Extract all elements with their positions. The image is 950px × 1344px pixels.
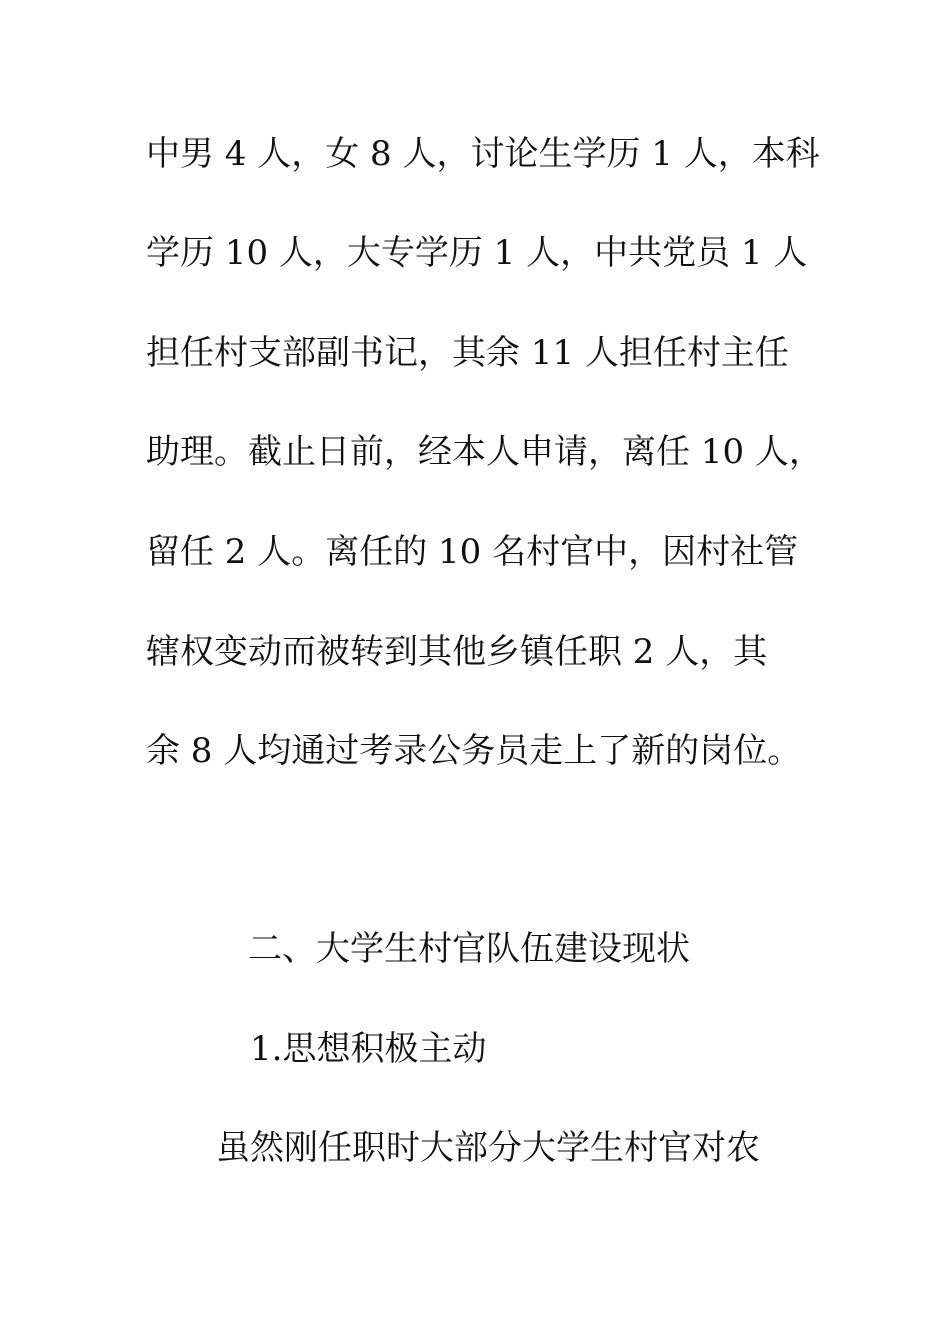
section-heading: 二、大学生村官队伍建设现状 — [248, 929, 690, 969]
paragraph-line: 学历 10 人，大专学历 1 人，中共党员 1 人 — [146, 233, 808, 273]
paragraph-line: 辖权变动而被转到其他乡镇任职 2 人，其 — [146, 632, 768, 672]
paragraph-line: 助理。截止日前，经本人申请，离任 10 人， — [146, 432, 823, 472]
paragraph-line: 余 8 人均通过考录公务员走上了新的岗位。 — [146, 731, 802, 771]
paragraph-line: 留任 2 人。离任的 10 名村官中，因村社管 — [146, 532, 799, 572]
paragraph-line: 中男 4 人，女 8 人，讨论生学历 1 人，本科 — [146, 134, 820, 174]
subsection-heading: 1.思想积极主动 — [250, 1029, 487, 1069]
paragraph-line: 虽然刚任职时大部分大学生村官对农 — [216, 1128, 760, 1168]
paragraph-line: 担任村支部副书记，其余 11 人担任村主任 — [146, 333, 789, 373]
